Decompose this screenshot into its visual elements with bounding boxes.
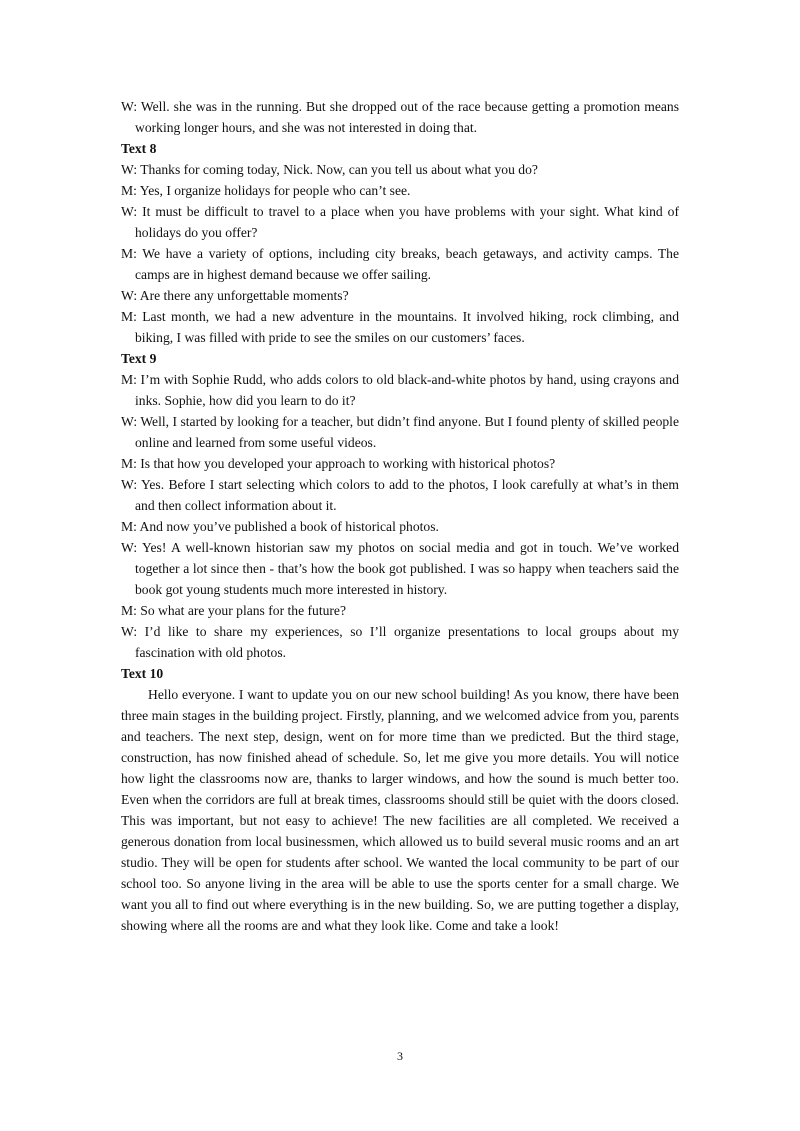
dialog-line: M: Yes, I organize holidays for people who can’t see. bbox=[121, 183, 411, 198]
dialog-line: W: Are there any unforgettable moments? bbox=[121, 288, 349, 303]
dialog-line: M: We have a variety of options, including city breaks, beach getaways, and activity camps. The camps are in highest demand because we offer sailing. bbox=[121, 246, 679, 282]
document-page bbox=[121, 96, 679, 936]
dialog-line: M: Is that how you developed your approach to working with historical photos? bbox=[121, 456, 556, 471]
dialog-line: W: Well. she was in the running. But she dropped out of the race because getting a promotion means working longer hours, and she was not interested in doing that. bbox=[121, 99, 679, 135]
dialog-line: W: I’d like to share my experiences, so I’ll organize presentations to local groups about my fascination with old photos. bbox=[121, 624, 679, 660]
dialog-line: W: Yes! A well-known historian saw my photos on social media and got in touch. We’ve worked together a lot since then - that’s how the book got published. I was so happy when teachers said the book got young students much more interested in history. bbox=[121, 540, 679, 597]
dialog-line: M: Last month, we had a new adventure in the mountains. It involved hiking, rock climbing, and biking, I was filled with pride to see the smiles on our customers’ faces. bbox=[121, 309, 679, 345]
section-heading-text-9: Text 9 bbox=[121, 351, 157, 366]
dialog-line: M: So what are your plans for the future? bbox=[121, 603, 346, 618]
section-heading-text-10: Text 10 bbox=[121, 666, 164, 681]
section-heading-text-8: Text 8 bbox=[121, 141, 157, 156]
dialog-line: W: It must be difficult to travel to a place when you have problems with your sight. What kind of holidays do you offer? bbox=[121, 204, 679, 240]
dialog-line: W: Yes. Before I start selecting which colors to add to the photos, I look carefully at what’s in them and then collect information about it. bbox=[121, 477, 679, 513]
page-number: 3 bbox=[397, 1049, 403, 1063]
dialog-line: W: Well, I started by looking for a teacher, but didn’t find anyone. But I found plenty of skilled people online and learned from some useful videos. bbox=[121, 414, 679, 450]
dialog-line: M: And now you’ve published a book of historical photos. bbox=[121, 519, 439, 534]
monologue-paragraph: Hello everyone. I want to update you on our new school building! As you know, there have been three main stages in the building project. Firstly, planning, and we welcomed advice from you, parents and teachers. The next step, design, went on for more time than we predicted. But the third stage, construction, has now finished ahead of schedule. So, let me give you more details. You will notice how light the classrooms now are, thanks to larger windows, and how the sound is much better too. Even when the corridors are full at break times, classrooms should still be quiet with the doors closed. This was important, but not easy to achieve! The new facilities are all completed. We received a generous donation from local businessmen, which allowed us to build several music rooms and an art studio. They will be open for students after school. We wanted the local community to be part of our school too. So anyone living in the area will be able to use the sports center for a small charge. We want you all to find out where everything is in the new building. So, we are putting together a display, showing where all the rooms are and what they look like. Come and take a look! bbox=[121, 687, 679, 933]
dialog-line: W: Thanks for coming today, Nick. Now, can you tell us about what you do? bbox=[121, 162, 538, 177]
dialog-line: M: I’m with Sophie Rudd, who adds colors to old black-and-white photos by hand, using crayons and inks. Sophie, how did you learn to do it? bbox=[121, 372, 679, 408]
